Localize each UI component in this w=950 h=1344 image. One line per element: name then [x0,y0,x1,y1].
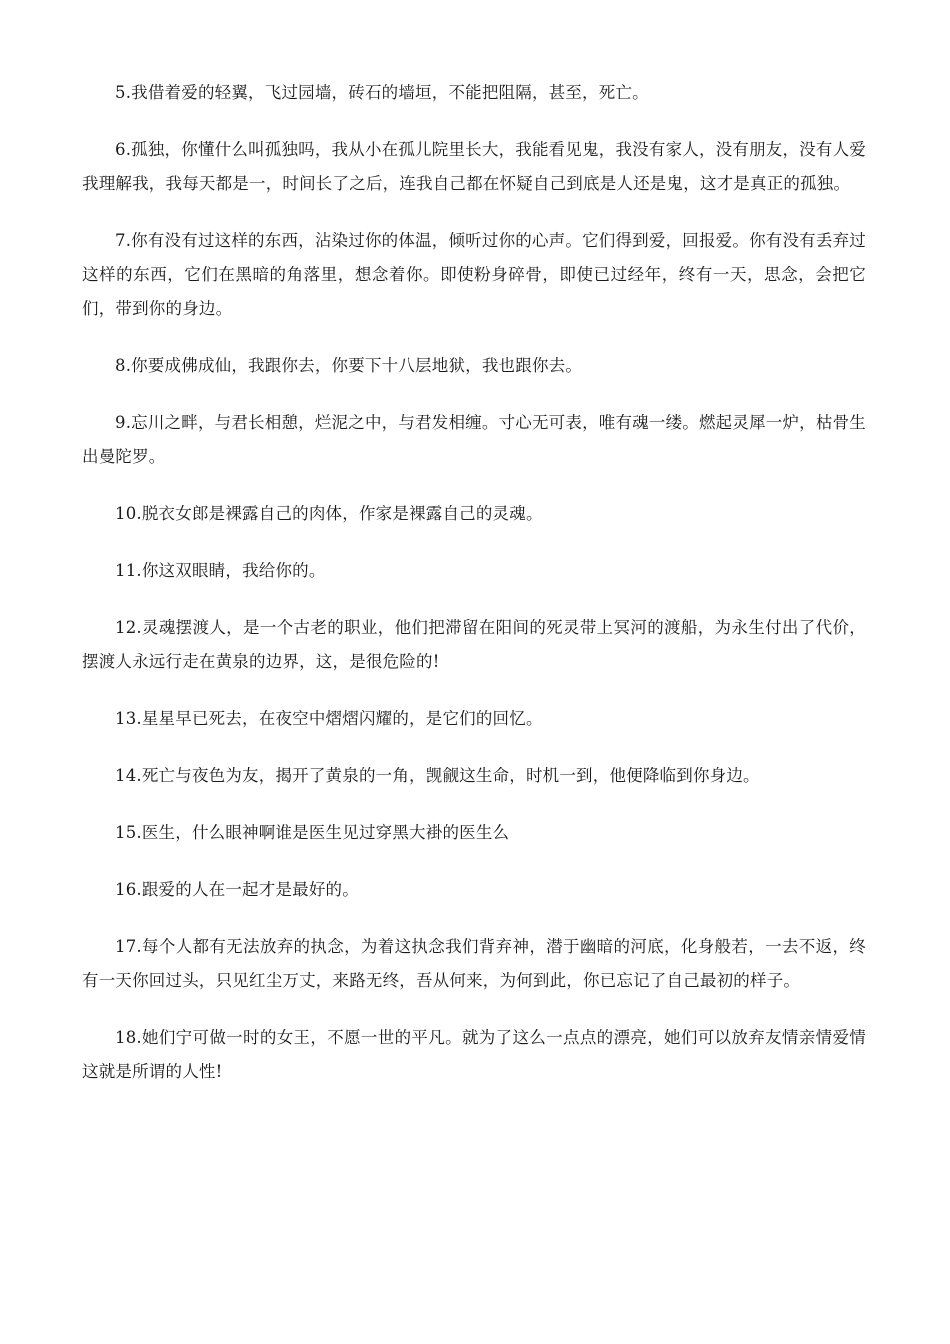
paragraph-18: 18.她们宁可做一时的女王，不愿一世的平凡。就为了这么一点点的漂亮，她们可以放弃友情亲情爱情这就是所谓的人性! [82,1028,866,1081]
paragraph-14: 14.死亡与夜色为友，揭开了黄泉的一角，觊觎这生命，时机一到，他便降临到你身边。 [115,766,760,785]
paragraph-8: 8.你要成佛成仙，我跟你去，你要下十八层地狱，我也跟你去。 [115,356,583,375]
paragraph-10: 10.脱衣女郎是裸露自己的肉体，作家是裸露自己的灵魂。 [115,504,543,523]
paragraph-16: 16.跟爱的人在一起才是最好的。 [115,880,359,899]
paragraph-11: 11.你这双眼睛，我给你的。 [115,561,326,580]
paragraph-9: 9.忘川之畔，与君长相憩，烂泥之中，与君发相缠。寸心无可表，唯有魂一缕。燃起灵犀一炉，枯骨生出曼陀罗。 [82,413,866,466]
paragraph-17: 17.每个人都有无法放弃的执念，为着这执念我们背弃神，潜于幽暗的河底，化身般若，一去不返，终有一天你回过头，只见红尘万丈，来路无终，吾从何来，为何到此，你已忘记了自己最初的样子。 [82,937,866,990]
paragraph-7: 7.你有没有过这样的东西，沾染过你的体温，倾听过你的心声。它们得到爱，回报爱。你有没有丢弃过这样的东西，它们在黑暗的角落里，想念着你。即使粉身碎骨，即使已过经年，终有一天，思念，会把它们，带到你的身边。 [82,231,866,318]
paragraph-5: 5.我借着爱的轻翼，飞过园墙，砖石的墙垣，不能把阻隔，甚至，死亡。 [115,83,649,102]
paragraph-12: 12.灵魂摆渡人，是一个古老的职业，他们把滞留在阳间的死灵带上冥河的渡船，为永生付出了代价，摆渡人永远行走在黄泉的边界，这，是很危险的! [82,618,866,671]
paragraph-6: 6.孤独，你懂什么叫孤独吗，我从小在孤儿院里长大，我能看见鬼，我没有家人，没有朋友，没有人爱我理解我，我每天都是一，时间长了之后，连我自己都在怀疑自己到底是人还是鬼，这才是真正的孤独。 [82,140,866,193]
paragraph-13: 13.星星早已死去，在夜空中熠熠闪耀的，是它们的回忆。 [115,709,543,728]
document-body [82,76,866,1112]
paragraph-15: 15.医生，什么眼神啊谁是医生见过穿黑大褂的医生么 [115,823,510,842]
